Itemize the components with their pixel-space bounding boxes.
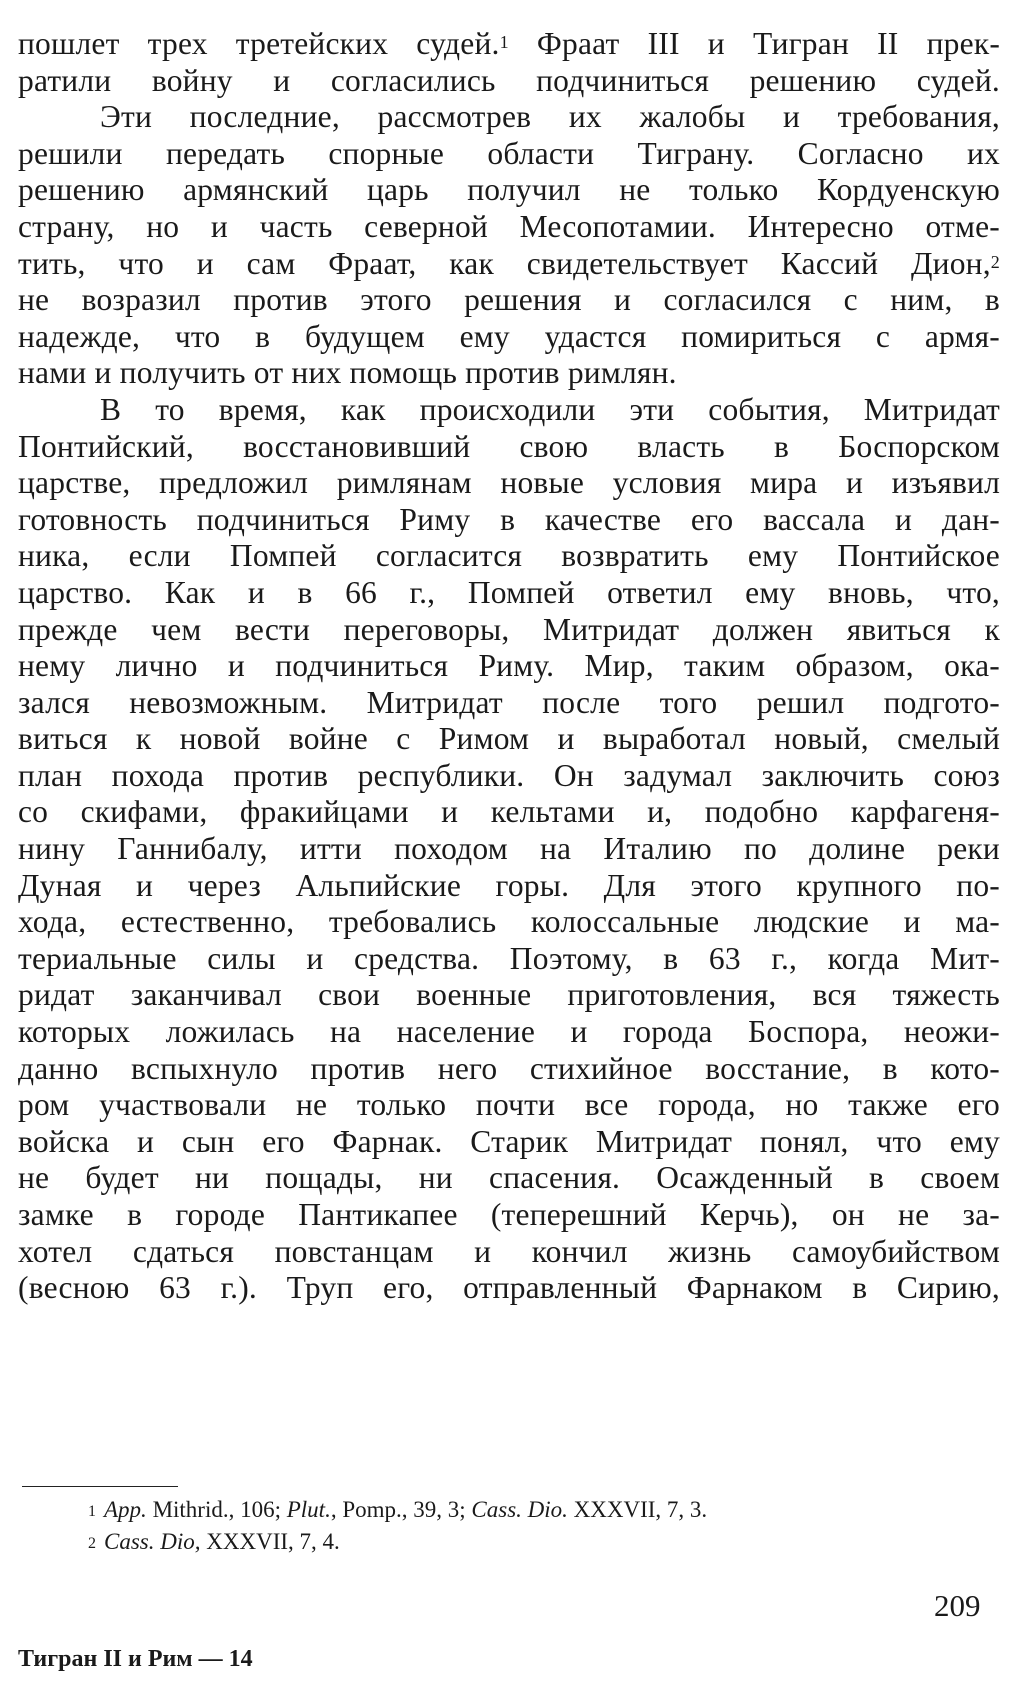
text-line-30: ром участвовали не только почти все города, но также его: [18, 1087, 1000, 1123]
text-line-25: хода, естественно, требовались колоссальные людские и ма-: [18, 904, 1000, 940]
text-line-29: данно вспыхнуло против него стихийное восстание, в кото-: [18, 1050, 1000, 1086]
footnote-1-text-2: , Pomp., 39, 3;: [330, 1497, 472, 1522]
text-line-1-end: Фраат III и Тигран II прек-: [536, 26, 1001, 61]
footnote-1-number: 1: [88, 1503, 96, 1520]
text-line-9: надежде, что в будущем ему удастся помириться с армя-: [18, 318, 1000, 354]
footnote-2-number: 2: [88, 1535, 96, 1552]
footnote-1-text-4: XXXVII, 7, 3.: [567, 1497, 708, 1522]
text-line-6: страну, но и часть северной Месопотамии. Интересно отме-: [18, 208, 1000, 244]
text-line-7-text: тить, что и сам Фраат, как свидетельствует Кассий Дион,: [18, 245, 991, 281]
text-line-24: Дуная и через Альпийские горы. Для этого крупного по-: [18, 867, 1000, 903]
footnote-ref-2[interactable]: 2: [990, 251, 1000, 272]
text-line-33: замке в городе Пантикапее (теперешний Керчь), он не за-: [18, 1197, 1000, 1232]
text-line-16: царство. Как и в 66 г., Помпей ответил ему вновь, что,: [18, 574, 1000, 610]
text-line-11: В то время, как происходили эти события, Митридат: [100, 391, 1000, 427]
footnote-1-text-1: Mithrid., 106;: [146, 1497, 287, 1522]
text-line-28: которых ложилась на население и города Боспора, неожи-: [18, 1014, 1000, 1050]
text-line-1-start: пошлет трех третейских судей.: [18, 26, 500, 61]
text-line-12: Понтийский, восстановивший свою власть в Боспорском: [18, 428, 1000, 464]
text-line-5: решению армянский царь получил не только Кордуенскую: [18, 172, 1000, 208]
footnote-1: [88, 1494, 988, 1526]
footnote-2: [88, 1526, 988, 1558]
text-line-32: не будет ни пощады, ни спасения. Осажденный в своем: [18, 1160, 1000, 1196]
footnote-1-author-3: Cass.: [471, 1497, 522, 1522]
text-line-23: нину Ганнибалу, итти походом на Италию по долине реки: [18, 831, 1000, 867]
text-line-21: план похода против республики. Он задумал заключить союз: [18, 757, 1000, 793]
text-line-35: (весною 63 г.). Труп его, отправленный Фарнаком в Сирию,: [18, 1270, 1000, 1306]
text-line-3: Эти последние, рассмотрев их жалобы и требования,: [100, 99, 1000, 135]
text-line-7: [18, 246, 1000, 283]
text-line-1: [18, 26, 1000, 63]
text-line-19: зался невозможным. Митридат после того решил подгото-: [18, 684, 1000, 720]
text-line-13: царстве, предложил римлянам новые условия мира и изъявил: [18, 465, 1000, 501]
text-line-14: готовность подчиниться Риму в качестве его вассала и дан-: [18, 501, 1000, 537]
text-line-26: териальные силы и средства. Поэтому, в 63 г., когда Мит-: [18, 940, 1000, 976]
text-line-15: ника, если Помпей согласится возвратить ему Понтийское: [18, 538, 1000, 574]
text-line-27: ридат заканчивал свои военные приготовления, вся тяжесть: [18, 977, 1000, 1013]
text-line-22: со скифами, фракийцами и кельтами и, подобно карфагеня-: [18, 794, 1000, 830]
text-line-10: нами и получить от них помощь против римлян.: [18, 355, 677, 391]
footnote-1-author-4: Dio.: [527, 1497, 568, 1522]
footnotes: [88, 1494, 988, 1558]
text-line-4: решили передать спорные области Тиграну. Согласно их: [18, 135, 1000, 171]
text-line-17: прежде чем вести переговоры, Митридат должен явиться к: [18, 611, 1000, 647]
main-text: [18, 26, 1000, 1307]
footnote-divider: [22, 1486, 178, 1487]
footnote-2-author: Cass. Dio,: [104, 1529, 201, 1554]
page-number: 209: [934, 1588, 981, 1623]
footnote-ref-1[interactable]: 1: [499, 32, 509, 52]
text-line-18: нему лично и подчиниться Риму. Мир, таким образом, ока-: [18, 648, 1000, 684]
printer-signature: Тигран II и Рим — 14: [18, 1646, 253, 1672]
footnote-1-author-1: App.: [104, 1497, 147, 1522]
text-line-2: ратили войну и согласились подчиниться решению судей.: [18, 62, 1000, 98]
text-line-31: войска и сын его Фарнак. Старик Митридат понял, что ему: [18, 1123, 1000, 1159]
footnote-1-author-2: Plut.: [286, 1497, 331, 1522]
text-line-20: виться к новой войне с Римом и выработал новый, смелый: [18, 721, 1000, 757]
text-line-8: не возразил против этого решения и согласился с ним, в: [18, 282, 1000, 318]
text-line-34: хотел сдаться повстанцам и кончил жизнь самоубийством: [18, 1233, 1000, 1269]
footnote-2-text: XXXVII, 7, 4.: [200, 1529, 340, 1554]
